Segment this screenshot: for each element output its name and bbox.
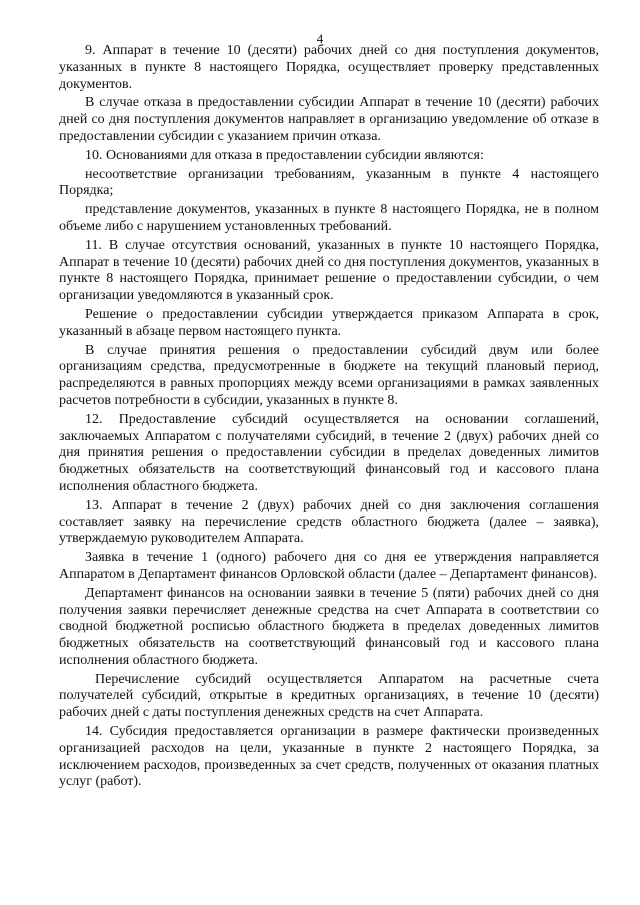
paragraph-11-distribution: В случае принятия решения о предоставлении субсидий двум или более организациям средства, предусмотренные в бюджете на текущий плановый период, распределяются в равных пропорциях между всеми организациями в рамках заявленных расчетов потребности в субсидии, указанных в пункте 8. [59,342,599,408]
paragraph-13-transfer: Перечисление субсидий осуществляется Аппаратом на расчетные счета получателей субсидий, открытые в кредитных организациях, в течение 10 (десяти) рабочих дней с даты поступления денежных средств на счет Аппарата. [59,671,599,721]
paragraph-11: 11. В случае отсутствия оснований, указанных в пункте 10 настоящего Порядка, Аппарат в течение 10 (десяти) рабочих дней со дня поступления документов, указанных в пункте 8 настоящего Порядка, принимает решение о предоставлении субсидии, о чем организации уведомляются в указанный срок. [59,237,599,304]
page-number: 4 [316,31,324,46]
paragraph-11-decision: Решение о предоставлении субсидии утверждается приказом Аппарата в срок, указанный в абзаце первом настоящего пункта. [59,306,599,339]
paragraph-10-item-1: несоответствие организации требованиям, указанным в пункте 4 настоящего Порядка; [59,166,599,199]
paragraph-9: 9. Аппарат в течение 10 (десяти) рабочих дней со дня поступления документов, указанных в пункте 8 настоящего Порядка, осуществляет проверку представленных документов. [59,43,599,92]
paragraph-12: 12. Предоставление субсидий осуществляется на основании соглашений, заключаемых Аппаратом с получателями субсидий, в течение 2 (двух) рабочих дней со дня принятия решения о предоставлении субсидии в пределах доведенных лимитов бюджетных обязательств на соответствующий финансовый год и кассового плана исполнения областного бюджета. [59,411,599,494]
paragraph-9-refusal: В случае отказа в предоставлении субсидии Аппарат в течение 10 (десяти) рабочих дней со дня поступления документов направляет в организацию уведомление об отказе в предоставлении субсидии с указанием причин отказа. [59,95,599,144]
paragraph-13-application: Заявка в течение 1 (одного) рабочего дня со дня ее утверждения направляется Аппаратом в Департамент финансов Орловской области (далее – Департамент финансов). [59,550,599,582]
paragraph-10-item-2: представление документов, указанных в пункте 8 настоящего Порядка, не в полном объеме либо с нарушением установленных требований. [59,202,599,234]
paragraph-10: 10. Основаниями для отказа в предоставлении субсидии являются: [85,147,484,163]
document-body [59,43,599,793]
paragraph-14: 14. Субсидия предоставляется организации в размере фактически произведенных организацией расходов на цели, указанные в пункте 2 настоящего Порядка, за исключением расходов, произведенных за счет средств, полученных от оказания платных услуг (работ). [59,724,599,790]
paragraph-13-finance-department: Департамент финансов на основании заявки в течение 5 (пяти) рабочих дней со дня получения заявки перечисляет денежные средства на счет Аппарата в соответствии со сводной бюджетной росписью областного бюджета в пределах доведенных лимитов бюджетных обязательств на соответствующий финансовый год и кассового плана исполнения областного бюджета. [59,585,599,668]
paragraph-13: 13. Аппарат в течение 2 (двух) рабочих дней со дня заключения соглашения составляет заявку на перечисление средств областного бюджета (далее – заявка), утверждаемую руководителем Аппарата. [59,497,599,547]
